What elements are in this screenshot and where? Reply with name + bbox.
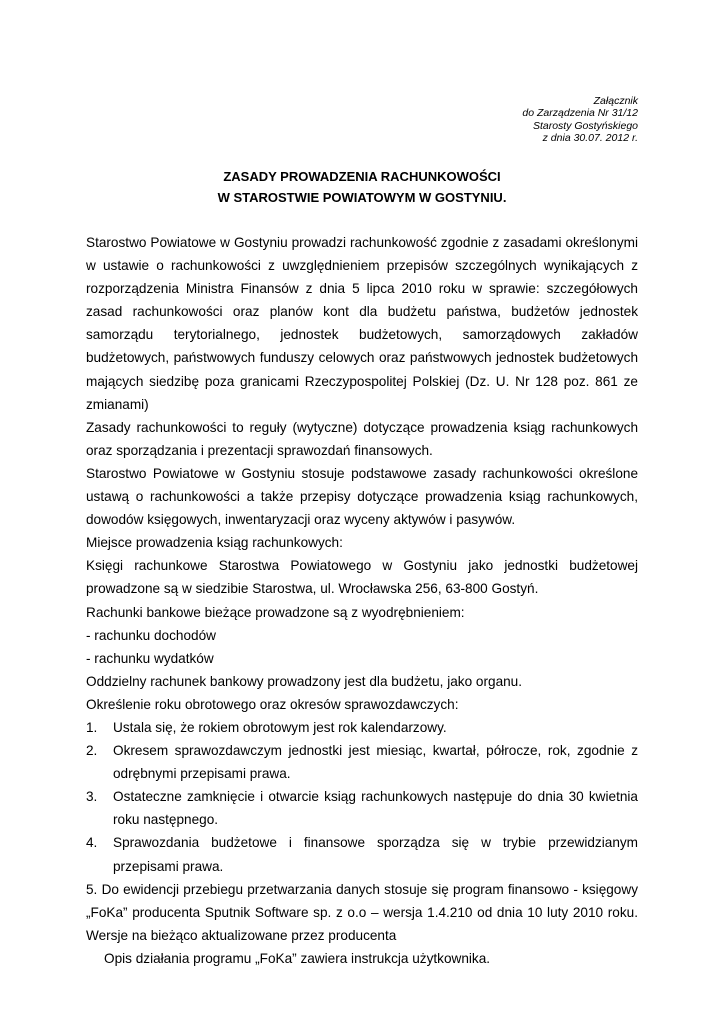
paragraph-user-manual: Opis działania programu „FoKa” zawiera instrukcja użytkownika. <box>104 950 491 966</box>
list-item <box>86 831 638 877</box>
paragraph-software: 5. Do ewidencji przebiegu przetwarzania danych stosuje się program finansowo - księgowy „FoKa” producenta Sputnik Software sp. z o.o – wersja 1.4.210 od dnia 10 luty 2010 roku. Wersje na bieżąco aktualizowane przez producenta <box>86 881 638 943</box>
paragraph-expense-account: - rachunku wydatków <box>86 650 214 666</box>
paragraph-applied-rules: Starostwo Powiatowe w Gostyniu stosuje podstawowe zasady rachunkowości określone ustawą o rachunkowości a także przepisy dotyczące prowadzenia ksiąg rachunkowych, dowodów księgowych, inwentaryzacji oraz wyceny aktywów i pasywów. <box>86 465 638 528</box>
document-title <box>0 166 724 208</box>
list-item-number: 3. <box>86 789 98 805</box>
document-body <box>86 231 638 970</box>
paragraph-income-account: - rachunku dochodów <box>86 627 216 643</box>
annex-issuer: Starosty Gostyńskiego <box>532 119 638 132</box>
paragraph-budget-account: Oddzielny rachunek bankowy prowadzony jest dla budżetu, jako organu. <box>86 673 523 689</box>
paragraph-books-location-heading: Miejsce prowadzenia ksiąg rachunkowych: <box>86 535 343 551</box>
title-line-1: ZASADY PROWADZENIA RACHUNKOWOŚCI <box>223 169 501 184</box>
paragraph-bank-accounts: Rachunki bankowe bieżące prowadzone są z wyodrębnieniem: <box>86 604 465 620</box>
paragraph-books-location: Księgi rachunkowe Starostwa Powiatowego w Gostyniu jako jednostki budżetowej prowadzone są w siedzibie Starostwa, ul. Wrocławska 256, 63-800 Gostyń. <box>86 558 638 597</box>
list-item <box>86 785 638 831</box>
annex-order-number: do Zarządzenia Nr 31/12 <box>522 107 638 120</box>
paragraph-fiscal-year-heading: Określenie roku obrotowego oraz okresów sprawozdawczych: <box>86 696 459 712</box>
annex-label: Załącznik <box>593 95 638 107</box>
list-item-text: Sprawozdania budżetowe i finansowe sporządza się w trybie przewidzianym przepisami prawa. <box>113 835 638 874</box>
annex-header <box>522 95 638 145</box>
paragraph-intro: Starostwo Powiatowe w Gostyniu prowadzi rachunkowość zgodnie z zasadami określonymi w ustawie o rachunkowości z uwzględnieniem przepisów szczególnych wynikających z rozporządzenia Ministra Finansów z dnia 5 lipca 2010 roku w sprawie: szczegółowych zasad rachunkowości oraz planów kont dla budżetu państwa, budżetów jednostek samorządu terytorialnego, jednostek budżetowych, samorządowych zakładów budżetowych, państwowych funduszy celowych oraz państwowych jednostek budżetowych mających siedzibę poza granicami Rzeczypospolitej Polskiej (Dz. U. Nr 128 poz. 861 ze zmianami) <box>86 235 638 412</box>
paragraph-rules-definition: Zasady rachunkowości to reguły (wytyczne) dotyczące prowadzenia ksiąg rachunkowych oraz sporządzania i prezentacji sprawozdań finansowych. <box>86 419 638 458</box>
list-item-number: 4. <box>86 835 98 851</box>
list-item-number: 1. <box>86 719 98 735</box>
list-item <box>86 739 638 785</box>
list-item-number: 2. <box>86 743 98 759</box>
list-item-text: Ostateczne zamknięcie i otwarcie ksiąg rachunkowych następuje do dnia 30 kwietnia roku następnego. <box>113 789 638 828</box>
title-line-2: W STAROSTWIE POWIATOWYM W GOSTYNIU. <box>217 190 507 205</box>
list-item-text: Ustala się, że rokiem obrotowym jest rok kalendarzowy. <box>113 719 447 735</box>
list-item <box>86 716 638 739</box>
list-item-text: Okresem sprawozdawczym jednostki jest miesiąc, kwartał, półrocze, rok, zgodnie z odrębnymi przepisami prawa. <box>113 743 638 782</box>
annex-date: z dnia 30.07. 2012 r. <box>542 132 638 145</box>
